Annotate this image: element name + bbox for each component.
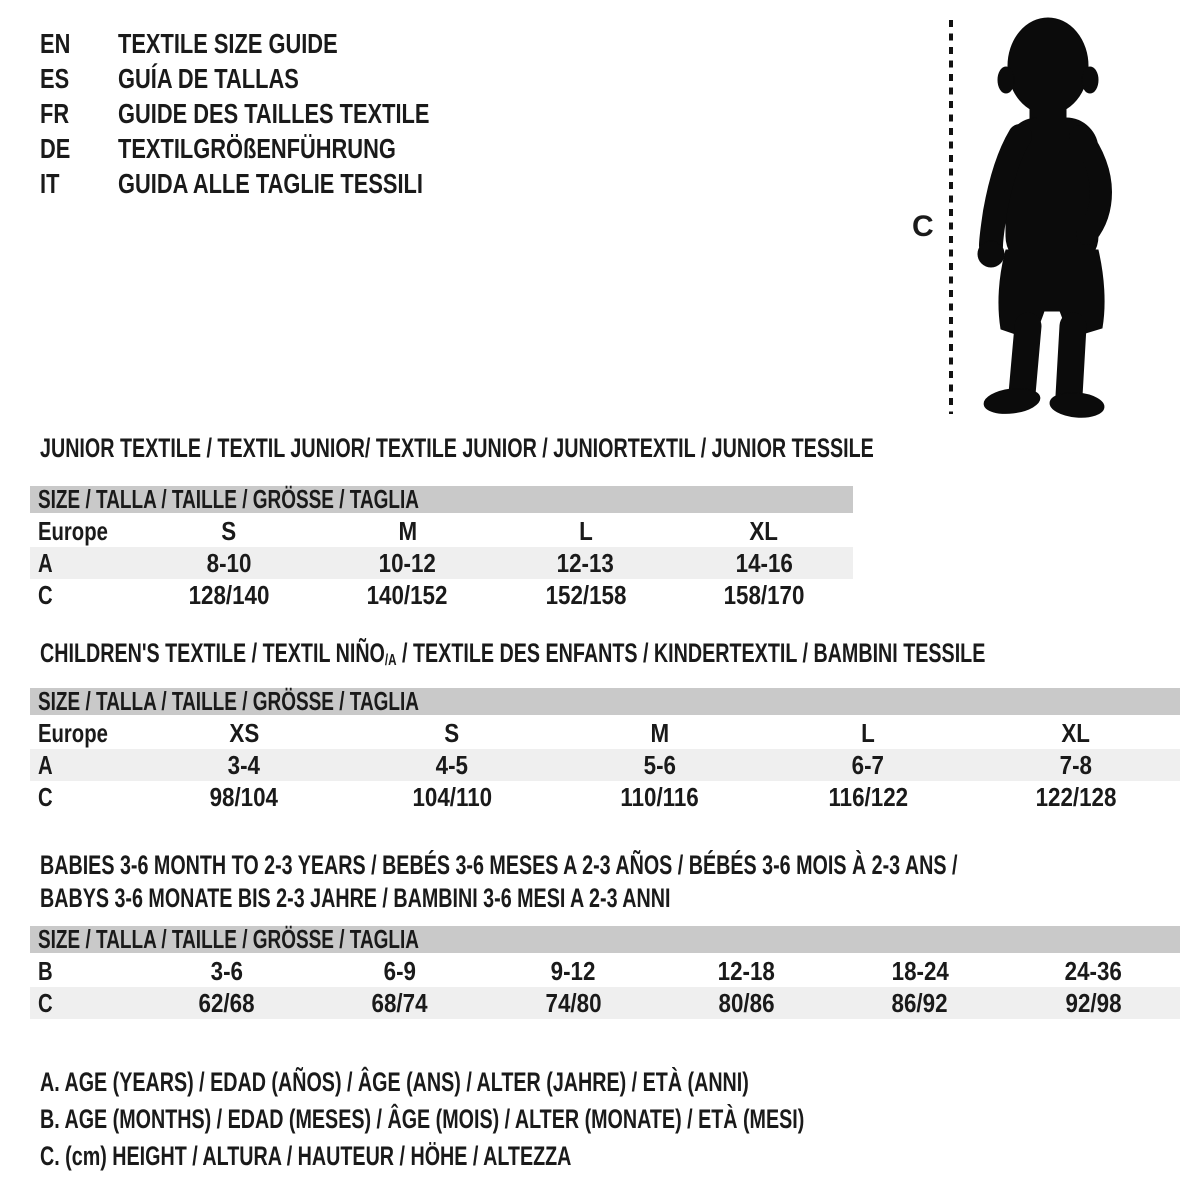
- cell-value: 152/158: [545, 579, 627, 610]
- language-code: EN: [40, 28, 71, 59]
- language-row: [40, 131, 517, 166]
- cell-value: XL: [749, 515, 779, 546]
- babies-size-table: [30, 926, 1180, 1019]
- cell-value: 68/74: [372, 987, 428, 1018]
- row-label: A: [38, 547, 53, 578]
- cell-value: 122/128: [1035, 781, 1117, 812]
- cell-value: 9-12: [550, 955, 596, 986]
- size-header: SIZE / TALLA / TAILLE / GRÖSSE / TAGLIA: [30, 926, 1180, 953]
- cell-value: 24-36: [1064, 955, 1122, 986]
- cell-value: 8-10: [206, 547, 252, 578]
- babies-section-title: BABIES 3-6 MONTH TO 2-3 YEARS / BEBÉS 3-6 MESES A 2-3 AÑOS / BÉBÉS 3-6 MOIS À 2-3 ANS / BABYS 3-6 MONATE BIS 2-3 JAHRE / BAMBINI 3-6 MESI A 2-3 ANNI: [40, 850, 958, 913]
- junior-section-title: JUNIOR TEXTILE / TEXTIL JUNIOR/ TEXTILE JUNIOR / JUNIORTEXTIL / JUNIOR TESSILE: [40, 433, 874, 463]
- cell-value: XL: [1061, 717, 1091, 748]
- language-code: FR: [40, 98, 70, 129]
- cell-value: 3-6: [210, 955, 243, 986]
- row-label: A: [38, 749, 53, 780]
- size-header: SIZE / TALLA / TAILLE / GRÖSSE / TAGLIA: [30, 688, 1180, 715]
- language-row: [40, 166, 517, 201]
- toddler-silhouette: [940, 14, 1145, 420]
- language-code: ES: [40, 63, 70, 94]
- cell-value: 12-13: [557, 547, 615, 578]
- cell-value: 116/122: [828, 781, 908, 812]
- cell-value: 74/80: [545, 987, 602, 1018]
- row-label: Europe: [38, 717, 108, 748]
- cell-value: S: [221, 515, 237, 546]
- row-label: B: [38, 955, 53, 986]
- cell-value: L: [861, 717, 875, 748]
- row-label: C: [38, 579, 53, 610]
- legend-line-a: A. AGE (YEARS) / EDAD (AÑOS) / ÂGE (ANS) / ALTER (JAHRE) / ETÀ (ANNI): [40, 1067, 749, 1097]
- cell-value: 158/170: [723, 579, 805, 610]
- cell-value: S: [444, 717, 460, 748]
- language-row: [40, 61, 517, 96]
- cell-value: 3-4: [227, 749, 261, 780]
- cell-value: 98/104: [209, 781, 279, 812]
- cell-value: 7-8: [1059, 749, 1093, 780]
- cell-value: 110/116: [620, 781, 700, 812]
- cell-value: 86/92: [891, 987, 948, 1018]
- legend-line-c: C. (cm) HEIGHT / ALTURA / HAUTEUR / HÖHE / ALTEZZA: [40, 1141, 572, 1171]
- height-measure-label: C: [912, 210, 934, 243]
- language-title: TEXTILE SIZE GUIDE: [118, 28, 338, 59]
- cell-value: 10-12: [378, 547, 436, 578]
- cell-value: 80/86: [718, 987, 775, 1018]
- cell-value: 5-6: [643, 749, 677, 780]
- cell-value: M: [398, 515, 417, 546]
- language-row: [40, 26, 517, 61]
- language-title: GUIDE DES TAILLES TEXTILE: [118, 98, 430, 129]
- cell-value: 14-16: [735, 547, 793, 578]
- cell-value: 62/68: [198, 987, 255, 1018]
- title-subscript: /A: [384, 652, 397, 669]
- language-row: [40, 96, 517, 131]
- row-label: C: [38, 781, 53, 812]
- legend-line-b: B. AGE (MONTHS) / EDAD (MESES) / ÂGE (MOIS) / ALTER (MONATE) / ETÀ (MESI): [40, 1104, 805, 1134]
- cell-value: L: [578, 515, 593, 546]
- cell-value: 18-24: [891, 955, 949, 986]
- size-header: SIZE / TALLA / TAILLE / GRÖSSE / TAGLIA: [30, 486, 853, 513]
- language-title: GUIDA ALLE TAGLIE TESSILI: [118, 168, 423, 199]
- children-section-title: CHILDREN'S TEXTILE / TEXTIL NIÑO/A / TEXTILE DES ENFANTS / KINDERTEXTIL / BAMBINI TESSILE: [40, 638, 986, 669]
- row-label: Europe: [38, 515, 108, 546]
- measurement-legend: [40, 1064, 1087, 1175]
- table-row: [30, 717, 1180, 749]
- language-title: TEXTILGRÖßENFÜHRUNG: [118, 133, 396, 164]
- table-row: [30, 987, 1180, 1019]
- language-code: IT: [40, 168, 60, 199]
- children-size-table: [30, 688, 1180, 813]
- cell-value: 140/152: [366, 579, 448, 610]
- cell-value: 92/98: [1065, 987, 1122, 1018]
- language-title: GUÍA DE TALLAS: [118, 63, 299, 94]
- table-row: [30, 515, 853, 547]
- cell-value: 4-5: [435, 749, 469, 780]
- table-row: [30, 781, 1180, 813]
- table-row: [30, 749, 1180, 781]
- language-title-list: [40, 26, 517, 201]
- junior-size-table: [30, 486, 853, 611]
- cell-value: 12-18: [718, 955, 776, 986]
- cell-value: 6-7: [851, 749, 885, 780]
- table-row: [30, 547, 853, 579]
- language-code: DE: [40, 133, 71, 164]
- cell-value: 6-9: [383, 955, 417, 986]
- cell-value: 104/110: [412, 781, 492, 812]
- cell-value: 128/140: [188, 579, 270, 610]
- cell-value: M: [650, 717, 670, 748]
- row-label: C: [38, 987, 53, 1018]
- table-row: [30, 579, 853, 611]
- table-row: [30, 955, 1180, 987]
- cell-value: XS: [229, 717, 259, 748]
